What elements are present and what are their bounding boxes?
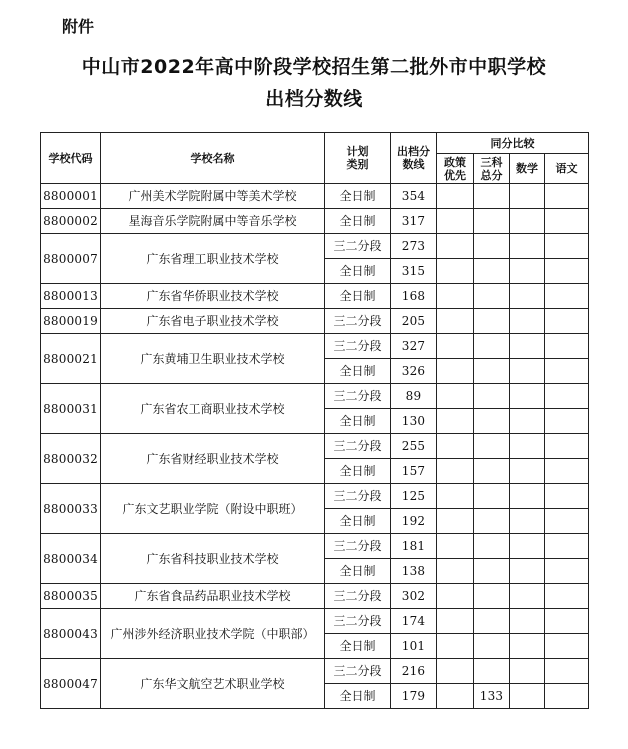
math-score <box>510 684 545 709</box>
policy-priority <box>437 184 474 209</box>
math-score <box>510 234 545 259</box>
plan-type: 三二分段 <box>325 659 391 684</box>
math-score <box>510 559 545 584</box>
chinese-score <box>545 434 589 459</box>
header-math: 数学 <box>510 154 545 184</box>
cutoff-score: 315 <box>391 259 437 284</box>
math-score <box>510 384 545 409</box>
plan-type: 三二分段 <box>325 384 391 409</box>
three-subject-total <box>474 234 510 259</box>
policy-priority <box>437 434 474 459</box>
header-plan-type: 计划 类别 <box>325 133 391 184</box>
chinese-score <box>545 509 589 534</box>
three-subject-total <box>474 259 510 284</box>
policy-priority <box>437 459 474 484</box>
plan-type: 全日制 <box>325 509 391 534</box>
school-code: 8800034 <box>41 534 101 584</box>
chinese-score <box>545 484 589 509</box>
table-row <box>41 609 589 634</box>
document-title: 中山市2022年高中阶段学校招生第二批外市中职学校 <box>81 56 547 78</box>
plan-type: 全日制 <box>325 209 391 234</box>
policy-priority <box>437 334 474 359</box>
score-table <box>40 132 589 709</box>
header-three-subject-total: 三科 总分 <box>474 154 510 184</box>
school-name: 广东省理工职业技术学校 <box>101 234 325 284</box>
header-tie-break: 同分比较 <box>437 133 589 154</box>
plan-type: 全日制 <box>325 284 391 309</box>
cutoff-score: 181 <box>391 534 437 559</box>
math-score <box>510 259 545 284</box>
policy-priority <box>437 559 474 584</box>
chinese-score <box>545 459 589 484</box>
school-code: 8800047 <box>41 659 101 709</box>
school-name: 星海音乐学院附属中等音乐学校 <box>101 209 325 234</box>
policy-priority <box>437 684 474 709</box>
school-name: 广东省财经职业技术学校 <box>101 434 325 484</box>
school-name: 广东省科技职业技术学校 <box>101 534 325 584</box>
three-subject-total <box>474 509 510 534</box>
plan-type: 三二分段 <box>325 434 391 459</box>
three-subject-total <box>474 434 510 459</box>
three-subject-total <box>474 359 510 384</box>
cutoff-score: 255 <box>391 434 437 459</box>
policy-priority <box>437 259 474 284</box>
cutoff-score: 317 <box>391 209 437 234</box>
school-name: 广东黄埔卫生职业技术学校 <box>101 334 325 384</box>
document-subtitle: 出档分数线 <box>265 88 363 110</box>
chinese-score <box>545 209 589 234</box>
plan-type: 三二分段 <box>325 309 391 334</box>
math-score <box>510 334 545 359</box>
chinese-score <box>545 634 589 659</box>
header-chinese: 语文 <box>545 154 589 184</box>
cutoff-score: 302 <box>391 584 437 609</box>
header-cutoff-score: 出档分 数线 <box>391 133 437 184</box>
math-score <box>510 309 545 334</box>
cutoff-score: 174 <box>391 609 437 634</box>
math-score <box>510 609 545 634</box>
chinese-score <box>545 234 589 259</box>
plan-type: 三二分段 <box>325 234 391 259</box>
cutoff-score: 327 <box>391 334 437 359</box>
school-name: 广东省食品药品职业技术学校 <box>101 584 325 609</box>
school-name: 广东省电子职业技术学校 <box>101 309 325 334</box>
chinese-score <box>545 559 589 584</box>
three-subject-total <box>474 334 510 359</box>
cutoff-score: 192 <box>391 509 437 534</box>
school-code: 8800001 <box>41 184 101 209</box>
plan-type: 全日制 <box>325 259 391 284</box>
policy-priority <box>437 609 474 634</box>
three-subject-total <box>474 384 510 409</box>
school-name: 广东省华侨职业技术学校 <box>101 284 325 309</box>
three-subject-total <box>474 484 510 509</box>
three-subject-total <box>474 184 510 209</box>
table-row <box>41 434 589 459</box>
cutoff-score: 125 <box>391 484 437 509</box>
table-row <box>41 184 589 209</box>
cutoff-score: 216 <box>391 659 437 684</box>
plan-type: 三二分段 <box>325 484 391 509</box>
policy-priority <box>437 234 474 259</box>
school-code: 8800019 <box>41 309 101 334</box>
chinese-score <box>545 684 589 709</box>
three-subject-total <box>474 559 510 584</box>
table-header <box>41 133 589 184</box>
policy-priority <box>437 634 474 659</box>
school-code: 8800031 <box>41 384 101 434</box>
three-subject-total <box>474 459 510 484</box>
table-row <box>41 484 589 509</box>
math-score <box>510 359 545 384</box>
policy-priority <box>437 509 474 534</box>
cutoff-score: 130 <box>391 409 437 434</box>
header-policy-priority: 政策 优先 <box>437 154 474 184</box>
math-score <box>510 284 545 309</box>
school-code: 8800032 <box>41 434 101 484</box>
school-code: 8800033 <box>41 484 101 534</box>
header-name: 学校名称 <box>101 133 325 184</box>
table-row <box>41 384 589 409</box>
policy-priority <box>437 359 474 384</box>
table-row <box>41 334 589 359</box>
table-row <box>41 659 589 684</box>
chinese-score <box>545 259 589 284</box>
chinese-score <box>545 184 589 209</box>
policy-priority <box>437 209 474 234</box>
plan-type: 三二分段 <box>325 334 391 359</box>
three-subject-total <box>474 534 510 559</box>
cutoff-score: 179 <box>391 684 437 709</box>
school-code: 8800007 <box>41 234 101 284</box>
policy-priority <box>437 659 474 684</box>
three-subject-total <box>474 659 510 684</box>
school-code: 8800021 <box>41 334 101 384</box>
school-code: 8800043 <box>41 609 101 659</box>
policy-priority <box>437 484 474 509</box>
cutoff-score: 205 <box>391 309 437 334</box>
cutoff-score: 89 <box>391 384 437 409</box>
three-subject-total <box>474 409 510 434</box>
chinese-score <box>545 309 589 334</box>
chinese-score <box>545 384 589 409</box>
school-code: 8800002 <box>41 209 101 234</box>
math-score <box>510 484 545 509</box>
cutoff-score: 273 <box>391 234 437 259</box>
chinese-score <box>545 334 589 359</box>
cutoff-score: 354 <box>391 184 437 209</box>
chinese-score <box>545 584 589 609</box>
table-body <box>41 184 589 709</box>
math-score <box>510 459 545 484</box>
chinese-score <box>545 359 589 384</box>
three-subject-total <box>474 209 510 234</box>
math-score <box>510 209 545 234</box>
math-score <box>510 434 545 459</box>
plan-type: 全日制 <box>325 184 391 209</box>
plan-type: 全日制 <box>325 359 391 384</box>
header-code: 学校代码 <box>41 133 101 184</box>
cutoff-score: 138 <box>391 559 437 584</box>
policy-priority <box>437 284 474 309</box>
math-score <box>510 584 545 609</box>
table-row <box>41 234 589 259</box>
cutoff-score: 168 <box>391 284 437 309</box>
chinese-score <box>545 284 589 309</box>
math-score <box>510 659 545 684</box>
math-score <box>510 509 545 534</box>
school-name: 广东文艺职业学院（附设中职班） <box>101 484 325 534</box>
plan-type: 全日制 <box>325 459 391 484</box>
table-row <box>41 584 589 609</box>
plan-type: 三二分段 <box>325 584 391 609</box>
table-row <box>41 284 589 309</box>
plan-type: 三二分段 <box>325 534 391 559</box>
math-score <box>510 409 545 434</box>
plan-type: 全日制 <box>325 559 391 584</box>
table-row <box>41 209 589 234</box>
school-code: 8800035 <box>41 584 101 609</box>
chinese-score <box>545 409 589 434</box>
policy-priority <box>437 584 474 609</box>
chinese-score <box>545 659 589 684</box>
three-subject-total <box>474 284 510 309</box>
school-name: 广州美术学院附属中等美术学校 <box>101 184 325 209</box>
cutoff-score: 326 <box>391 359 437 384</box>
policy-priority <box>437 409 474 434</box>
math-score <box>510 634 545 659</box>
plan-type: 全日制 <box>325 409 391 434</box>
cutoff-score: 157 <box>391 459 437 484</box>
math-score <box>510 184 545 209</box>
table-row <box>41 309 589 334</box>
policy-priority <box>437 534 474 559</box>
table-row <box>41 534 589 559</box>
policy-priority <box>437 309 474 334</box>
plan-type: 全日制 <box>325 634 391 659</box>
three-subject-total <box>474 584 510 609</box>
three-subject-total <box>474 609 510 634</box>
school-name: 广东省农工商职业技术学校 <box>101 384 325 434</box>
cutoff-score: 101 <box>391 634 437 659</box>
policy-priority <box>437 384 474 409</box>
attachment-label: 附件 <box>62 17 95 36</box>
school-name: 广州涉外经济职业技术学院（中职部） <box>101 609 325 659</box>
three-subject-total: 133 <box>474 684 510 709</box>
math-score <box>510 534 545 559</box>
chinese-score <box>545 609 589 634</box>
chinese-score <box>545 534 589 559</box>
school-code: 8800013 <box>41 284 101 309</box>
school-name: 广东华文航空艺术职业学校 <box>101 659 325 709</box>
plan-type: 三二分段 <box>325 609 391 634</box>
plan-type: 全日制 <box>325 684 391 709</box>
three-subject-total <box>474 309 510 334</box>
three-subject-total <box>474 634 510 659</box>
